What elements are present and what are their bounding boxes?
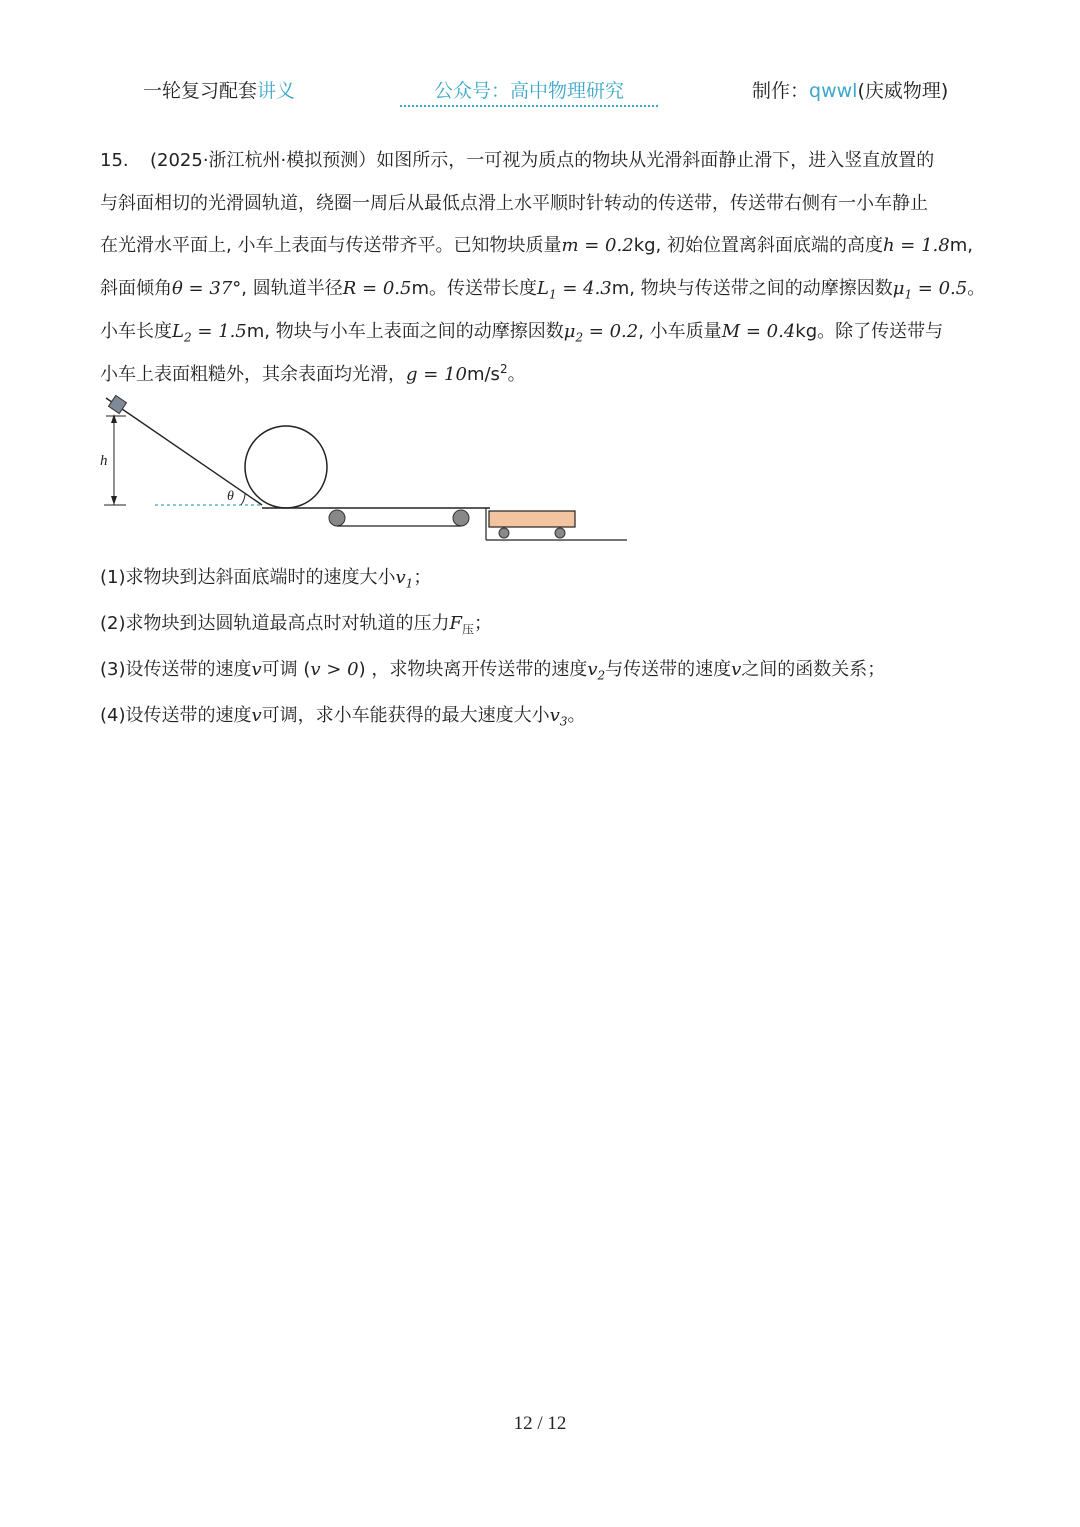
header-left-accent: 讲义: [257, 80, 296, 102]
subscript: 1: [405, 576, 414, 591]
question-text: ；: [413, 567, 432, 588]
cart-mass-var: M = 0.4: [721, 320, 796, 342]
mu2-value: = 0.2: [583, 320, 639, 342]
problem-text: (2025·浙江杭州·模拟预测）如图所示，一可视为质点的物块从光滑斜面静止滑下，进入竖直放置的: [150, 150, 935, 171]
page-header: [0, 76, 1080, 106]
problem-text: m/s: [466, 363, 500, 385]
subscript: 2: [575, 330, 584, 345]
header-left: [143, 76, 295, 103]
page-number: 12 / 12: [513, 1413, 567, 1434]
cart-length-value: = 1.5: [191, 320, 247, 342]
velocity-var: v: [395, 567, 406, 588]
problem-text: , 圆轨道半径: [241, 278, 343, 300]
theta-label: θ: [227, 489, 234, 504]
problem-line-1: [100, 140, 990, 183]
problem-text: m。传送带长度: [411, 278, 537, 300]
header-center-link[interactable]: 公众号：高中物理研究: [400, 76, 658, 107]
question-text: 可调 (: [261, 659, 311, 680]
question-text: 。: [567, 705, 586, 726]
belt-length-var: L: [537, 278, 549, 300]
question-text: (4)设传送带的速度: [100, 705, 252, 726]
mass-var: m = 0.2: [561, 235, 634, 257]
belt-speed-var: v: [251, 659, 262, 680]
problem-text: 斜面倾角: [100, 278, 172, 300]
belt-length-value: = 4.3: [556, 278, 612, 300]
cart-length-var: L: [172, 320, 184, 342]
header-right-suffix: (庆威物理): [857, 80, 949, 102]
superscript: 2: [499, 361, 508, 376]
question-text: 可调，求小车能获得的最大速度大小: [261, 705, 550, 726]
question-4: [100, 698, 1000, 744]
question-text: 与传送带的速度: [605, 659, 732, 680]
problem-line-5: [100, 311, 990, 354]
header-right-prefix: 制作：: [752, 80, 810, 102]
belt-roller-right: [453, 510, 469, 526]
radius-var: R = 0.5: [342, 278, 412, 300]
velocity-var: v: [587, 659, 598, 680]
problem-line-3: [100, 225, 990, 268]
problem-text: m, 物块与小车上表面之间的动摩擦因数: [246, 320, 564, 342]
mu1-value: = 0.5: [912, 278, 968, 300]
header-right-accent: qwwl: [809, 80, 858, 102]
circular-track: [245, 426, 327, 508]
subscript: 1: [904, 287, 913, 302]
height-arrow-bottom: [111, 496, 117, 505]
problem-text: 。: [507, 363, 526, 385]
problem-statement: [100, 140, 990, 396]
cart-body: [489, 511, 575, 527]
question-text: 之间的函数关系；: [741, 659, 886, 680]
mu1-var: μ: [892, 278, 905, 300]
problem-text: , 小车质量: [638, 320, 722, 342]
question-3: [100, 652, 1000, 698]
header-right: [752, 76, 948, 103]
problem-text: kg。除了传送带与: [795, 320, 944, 342]
mu2-var: μ: [563, 320, 576, 342]
height-var: h = 1.8: [882, 235, 950, 257]
angle-arc: [241, 494, 245, 505]
height-arrow-top: [111, 414, 117, 423]
physics-diagram: [100, 394, 635, 544]
problem-line-2: [100, 183, 990, 226]
problem-text: m,: [949, 235, 973, 257]
question-text: (1)求物块到达斜面底端时的速度大小: [100, 567, 396, 588]
question-text: (2)求物块到达圆轨道最高点时对轨道的压力: [100, 613, 450, 634]
question-2: [100, 606, 1000, 652]
problem-text: 。: [967, 278, 986, 300]
header-left-text: 一轮复习配套: [143, 80, 258, 102]
problem-text: 在光滑水平面上, 小车上表面与传送带齐平。已知物块质量: [100, 235, 562, 257]
height-label: h: [100, 453, 108, 469]
cart-wheel-right: [555, 528, 565, 538]
gravity-var: g = 10: [406, 363, 467, 385]
problem-text: 小车长度: [100, 320, 172, 342]
belt-roller-left: [329, 510, 345, 526]
cart-wheel-left: [499, 528, 509, 538]
subscript: 3: [559, 714, 568, 729]
subscript: 压: [462, 622, 475, 637]
belt-speed-var: v: [251, 705, 262, 726]
problem-text: m, 物块与传送带之间的动摩擦因数: [611, 278, 893, 300]
problem-text: kg, 初始位置离斜面底端的高度: [633, 235, 883, 257]
subscript: 2: [183, 330, 192, 345]
question-text: ；: [474, 613, 493, 634]
problem-line-6: [100, 354, 990, 397]
problem-text: 与斜面相切的光滑圆轨道，绕圈一周后从最低点滑上水平顺时针转动的传送带，传送带右侧有一小车静止: [100, 192, 928, 214]
incline-surface: [106, 398, 262, 505]
question-list: [100, 560, 1000, 744]
problem-number: 15.: [100, 150, 129, 171]
subscript: 1: [548, 287, 557, 302]
force-var: F: [449, 613, 462, 634]
theta-var: θ = 37°: [172, 278, 242, 300]
problem-text: 小车上表面粗糙外，其余表面均光滑，: [100, 363, 406, 385]
question-text: ) ，求物块离开传送带的速度: [358, 659, 588, 680]
problem-line-4: [100, 268, 990, 311]
question-text: (3)设传送带的速度: [100, 659, 252, 680]
question-1: [100, 560, 1000, 606]
velocity-var: v: [549, 705, 560, 726]
condition: v > 0: [310, 659, 359, 680]
subscript: 2: [597, 668, 606, 683]
belt-speed-var: v: [731, 659, 742, 680]
